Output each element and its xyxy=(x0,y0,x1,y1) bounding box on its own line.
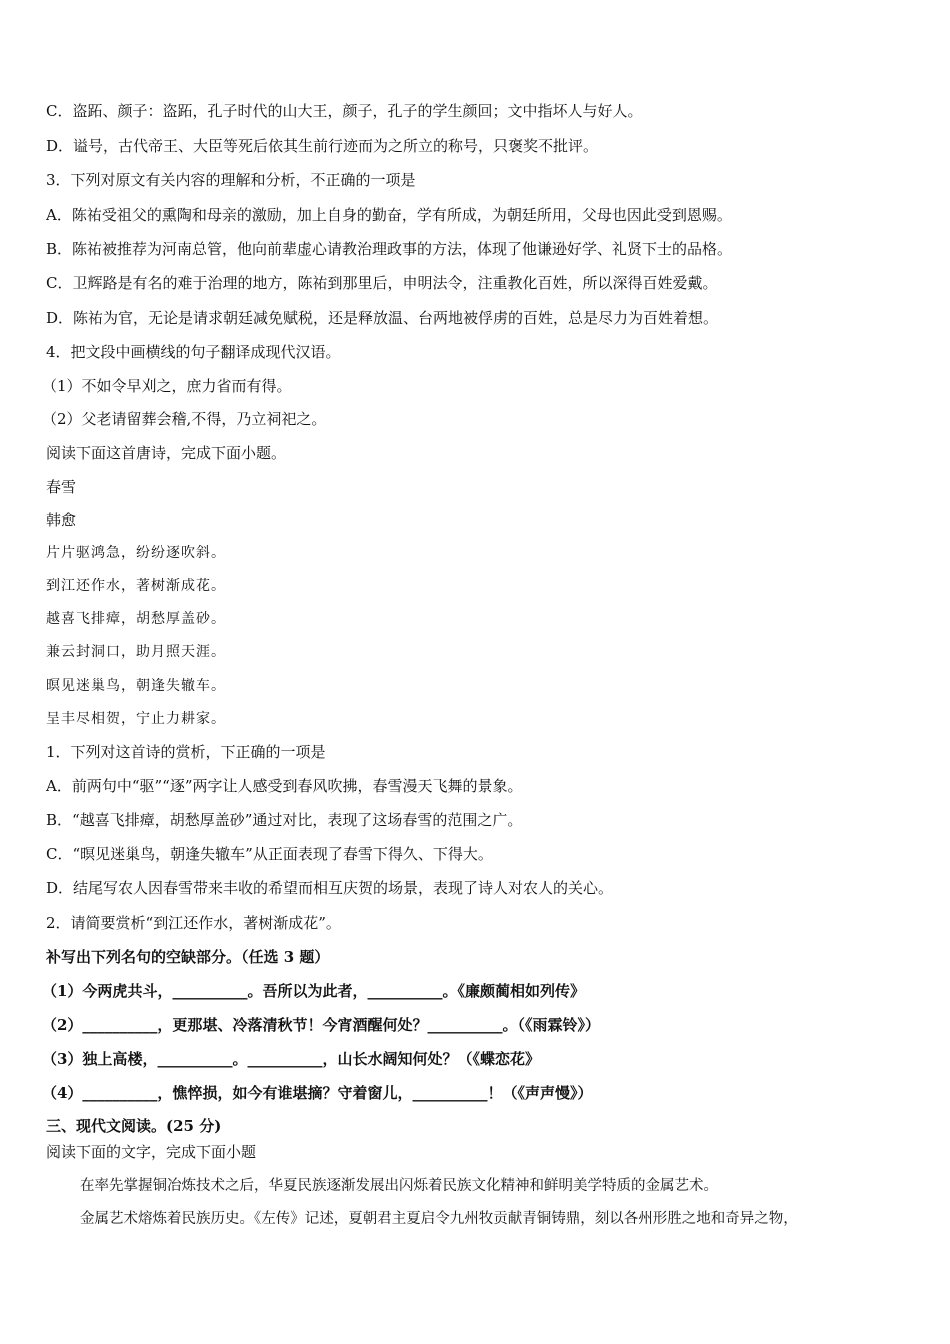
poem-line: 片片驱鸿急，纷纷逐吹斜。 xyxy=(46,545,226,561)
poem-q2-stem: 2．请简要赏析“到江还作水，著树渐成花”。 xyxy=(46,914,341,932)
option-b-q3: B．陈祐被推荐为河南总管，他向前辈虚心请教治理政事的方法，体现了他谦逊好学、礼贤下士的品格。 xyxy=(46,240,733,258)
option-a-poem: A．前两句中“驱”“逐”两字让人感受到春风吹拂，春雪漫天飞舞的景象。 xyxy=(46,777,523,795)
option-d-q3: D．陈祐为官，无论是请求朝廷减免赋税，还是释放温、台两地被俘虏的百姓，总是尽力为百姓着想。 xyxy=(46,309,719,327)
question-4-stem: 4．把文段中画横线的句子翻译成现代汉语。 xyxy=(46,343,341,361)
question-3-stem: 3．下列对原文有关内容的理解和分析，不正确的一项是 xyxy=(46,171,416,189)
poem-title: 春雪 xyxy=(46,478,77,496)
poem-line: 越喜飞排瘴，胡愁厚盖砂。 xyxy=(46,611,226,627)
poem-line: 到江还作水，著树渐成花。 xyxy=(46,578,226,594)
option-a-q3: A．陈祐受祖父的熏陶和母亲的激励，加上自身的勤奋，学有所成，为朝廷所用，父母也因此受到恩赐。 xyxy=(46,206,732,224)
poem-author: 韩愈 xyxy=(46,511,77,529)
fill-item-4: （4）__________，憔悴损，如今有谁堪摘？守着窗儿，__________！（《声声慢》） xyxy=(42,1084,593,1102)
article-paragraph: 在率先掌握铜冶炼技术之后，华夏民族逐渐发展出闪烁着民族文化精神和鲜明美学特质的金属艺术。 xyxy=(80,1178,718,1194)
fill-item-1: （1）今两虎共斗，__________。吾所以为此者，__________。《廉颇蔺相如列传》 xyxy=(42,982,585,1000)
q4-item-2: （2）父老请留葬会稽,不得，乃立祠祀之。 xyxy=(42,410,327,428)
article-paragraph: 金属艺术熔炼着民族历史。《左传》记述，夏朝君主夏启令九州牧贡献青铜铸鼎，刻以各州形胜之地和奇异之物， xyxy=(80,1211,798,1227)
section-3-heading: 三、现代文阅读。(25 分) xyxy=(46,1117,222,1135)
option-d-poem: D．结尾写农人因春雪带来丰收的希望而相互庆贺的场景，表现了诗人对农人的关心。 xyxy=(46,879,614,897)
q4-item-1: （1）不如令早刈之，庶力省而有得。 xyxy=(42,377,292,395)
poem-line: 呈丰尽相贺，宁止力耕家。 xyxy=(46,711,226,727)
fill-item-2: （2）__________，更那堪、冷落清秋节！今宵酒醒何处？__________。（《雨霖铃》） xyxy=(42,1016,600,1034)
option-b-poem: B．“越喜飞排瘴，胡愁厚盖砂”通过对比，表现了这场春雪的范围之广。 xyxy=(46,811,523,829)
option-c-q2: C．盗跖、颜子：盗跖，孔子时代的山大王，颜子，孔子的学生颜回；文中指坏人与好人。 xyxy=(46,102,643,120)
poem-q1-stem: 1．下列对这首诗的赏析，下正确的一项是 xyxy=(46,743,326,761)
poem-line: 兼云封洞口，助月照天涯。 xyxy=(46,644,226,660)
section-3-intro: 阅读下面的文字，完成下面小题 xyxy=(46,1143,257,1161)
option-c-q3: C．卫辉路是有名的难于治理的地方，陈祐到那里后，申明法令，注重教化百姓，所以深得百姓爱戴。 xyxy=(46,274,718,292)
fill-heading: 补写出下列名句的空缺部分。（任选 3 题） xyxy=(46,948,330,966)
option-d-q2: D．谥号，古代帝王、大臣等死后依其生前行迹而为之所立的称号，只褒奖不批评。 xyxy=(46,137,599,155)
poem-line: 暝见迷巢鸟，朝逢失辙车。 xyxy=(46,678,226,694)
poem-intro: 阅读下面这首唐诗，完成下面小题。 xyxy=(46,444,287,462)
option-c-poem: C．“暝见迷巢鸟，朝逢失辙车”从正面表现了春雪下得久、下得大。 xyxy=(46,845,493,863)
fill-item-3: （3）独上高楼，__________。__________，山长水阔知何处？（《蝶恋花》 xyxy=(42,1050,540,1068)
